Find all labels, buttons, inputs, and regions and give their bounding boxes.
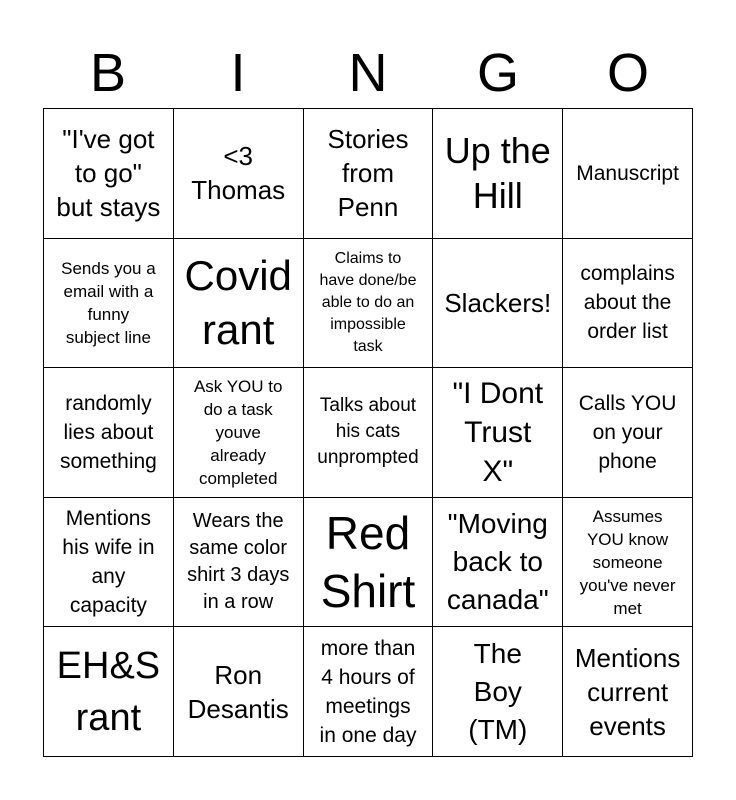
bingo-cell[interactable] <box>174 368 304 498</box>
cell-text: randomly lies about something <box>59 391 157 473</box>
bingo-cell[interactable] <box>563 368 693 498</box>
bingo-cell[interactable] <box>174 109 304 239</box>
header-letter-n: N <box>348 43 388 103</box>
cell-text: Mentions his wife in any capacity <box>62 507 155 618</box>
bingo-cell[interactable] <box>44 109 174 239</box>
cell-text: "I Dont Trust X" <box>452 376 544 488</box>
bingo-cell[interactable] <box>433 239 563 369</box>
bingo-cell[interactable] <box>563 498 693 628</box>
bingo-grid <box>43 108 693 757</box>
cell-text: EH&S rant <box>56 644 161 739</box>
bingo-cell[interactable] <box>44 498 174 628</box>
cell-text: Slackers! <box>444 287 552 318</box>
bingo-cell[interactable] <box>433 498 563 628</box>
header-letter-i: I <box>230 43 246 103</box>
bingo-header <box>43 40 693 106</box>
cell-text: Wears the same color shirt 3 days in a row <box>187 510 290 614</box>
bingo-cell[interactable] <box>304 239 434 369</box>
cell-text: <3 Thomas <box>191 141 286 206</box>
cell-text: The Boy (TM) <box>468 637 528 745</box>
bingo-cell[interactable] <box>563 109 693 239</box>
header-letter-b: B <box>89 43 127 103</box>
bingo-cell[interactable] <box>44 239 174 369</box>
cell-text: Up the Hill <box>444 130 551 217</box>
bingo-cell[interactable] <box>304 109 434 239</box>
cell-text: Talks about his cats unprompted <box>317 395 419 469</box>
bingo-cell[interactable] <box>304 368 434 498</box>
cell-text: Sends you a email with a funny subject line <box>61 258 156 347</box>
header-letter-o: O <box>606 43 649 103</box>
bingo-cell[interactable] <box>174 498 304 628</box>
cell-text: complains about the order list <box>580 262 675 344</box>
cell-text: Red Shirt <box>320 507 416 618</box>
bingo-cell[interactable] <box>304 627 434 757</box>
bingo-cell[interactable] <box>563 627 693 757</box>
cell-text: Covid rant <box>184 251 292 353</box>
header-letter-g: G <box>476 43 519 103</box>
bingo-cell[interactable] <box>44 627 174 757</box>
bingo-cell[interactable] <box>433 627 563 757</box>
cell-text: Manuscript <box>576 161 679 185</box>
cell-text: Mentions current events <box>574 642 681 741</box>
cell-text: more than 4 hours of meetings in one day <box>319 636 417 747</box>
cell-text: Calls YOU on your phone <box>578 391 677 473</box>
bingo-cell[interactable] <box>433 109 563 239</box>
cell-text: Assumes YOU know someone you've never met <box>579 506 676 618</box>
bingo-cell[interactable] <box>304 498 434 628</box>
bingo-cell[interactable] <box>433 368 563 498</box>
cell-text: Ask YOU to do a task youve already completed <box>193 376 283 488</box>
cell-text: "Moving back to canada" <box>446 508 549 616</box>
cell-text: Stories from Penn <box>327 124 409 223</box>
bingo-cell[interactable] <box>563 239 693 369</box>
bingo-cell[interactable] <box>44 368 174 498</box>
bingo-cell[interactable] <box>174 627 304 757</box>
cell-text: Claims to have done/be able to do an impossible task <box>319 249 417 355</box>
cell-text: "I've got to go" but stays <box>56 124 161 223</box>
cell-text: Ron Desantis <box>187 659 289 724</box>
bingo-cell[interactable] <box>174 239 304 369</box>
